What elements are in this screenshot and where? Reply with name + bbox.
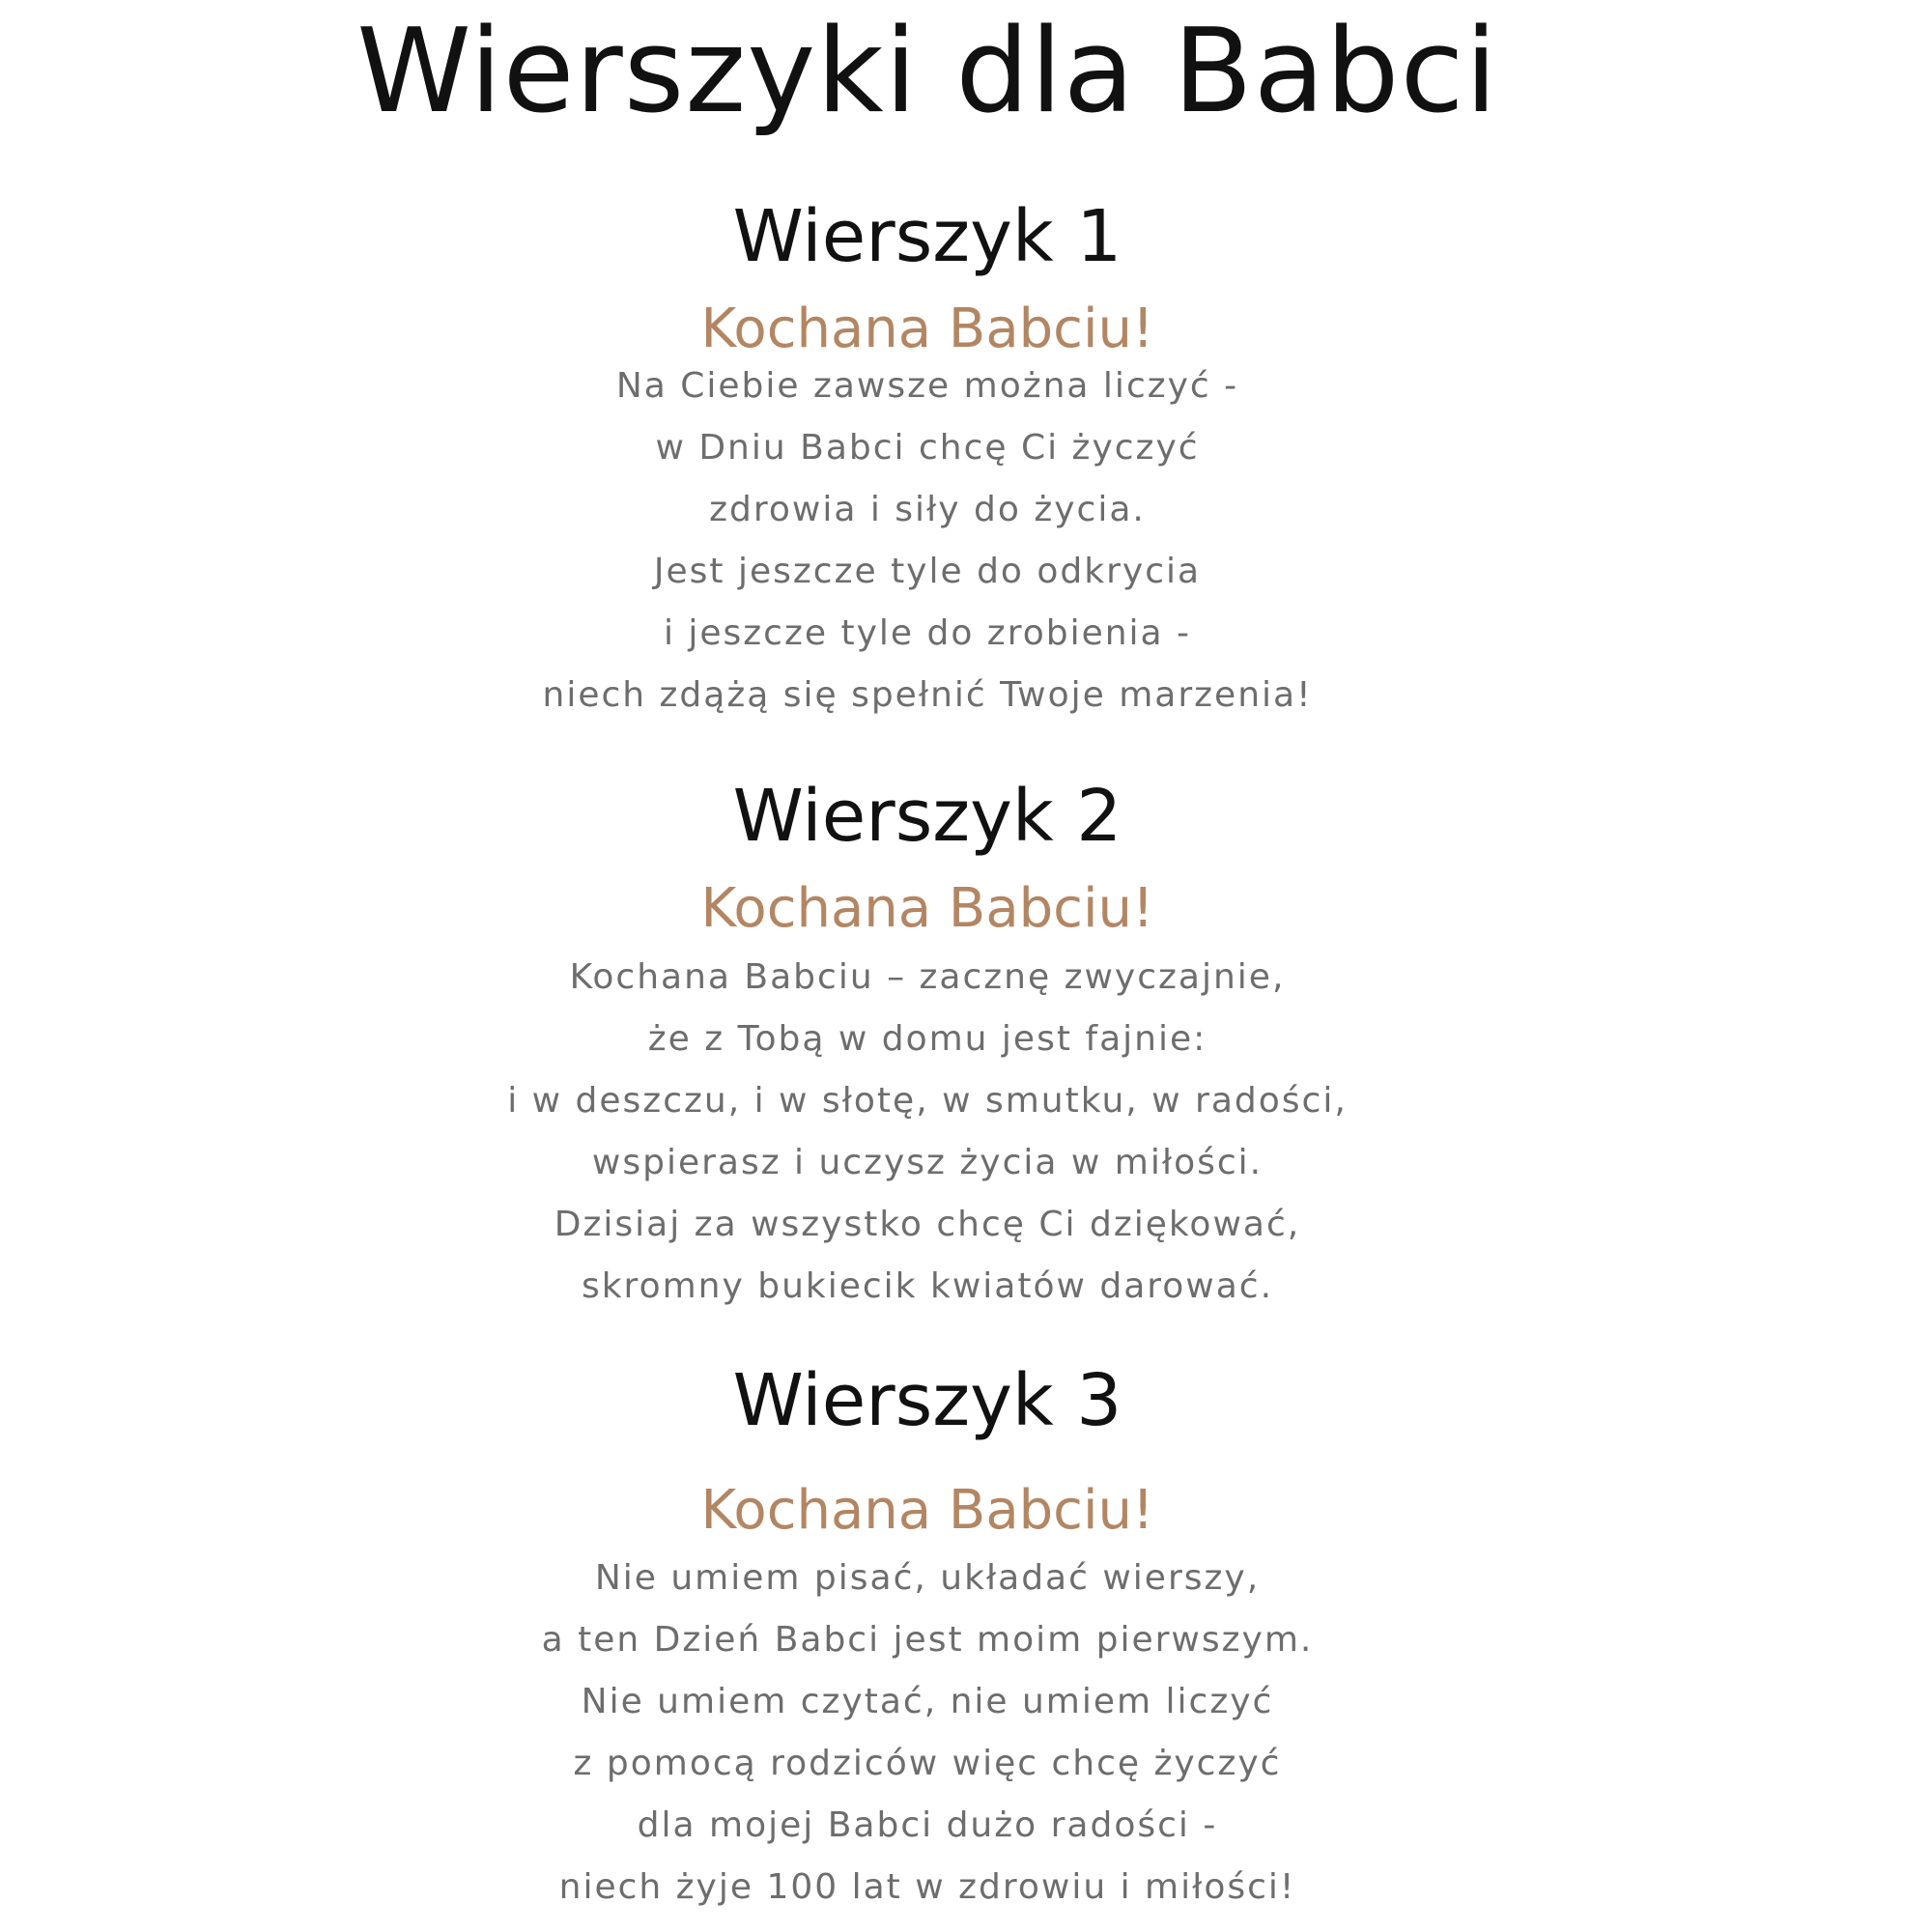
poem-heading: Wierszyk 2 [732,775,1122,858]
poem-salutation: Kochana Babciu! [700,877,1154,940]
poem-lines [0,355,1855,726]
poem-lines [0,947,1855,1318]
poem-line: wspierasz i uczysz życia w miłości. [591,1143,1264,1182]
poem-line: a ten Dzień Babci jest moim pierwszym. [541,1620,1314,1660]
poem-line: że z Tobą w domu jest fajnie: [647,1019,1208,1059]
poem-salutation: Kochana Babciu! [700,1479,1154,1542]
poem-line: zdrowia i siły do życia. [709,490,1146,529]
poem-line: skromny bukiecik kwiatów darować. [581,1266,1274,1306]
poem-line: niech zdążą się spełnić Twoje marzenia! [542,675,1313,715]
poem-line: Nie umiem czytać, nie umiem liczyć [581,1682,1274,1721]
poem-lines [0,1548,1855,1918]
poem-salutation: Kochana Babciu! [700,298,1154,360]
poem-line: z pomocą rodziców więc chcę życzyć [573,1744,1282,1783]
poem-heading: Wierszyk 3 [732,1359,1122,1442]
poem-line: i jeszcze tyle do zrobienia - [663,613,1192,653]
poem-line: w Dniu Babci chcę Ci życzyć [655,428,1200,468]
poem-line: dla mojej Babci dużo radości - [637,1805,1218,1845]
poem-line: Na Ciebie zawsze można liczyć - [615,366,1239,406]
poem-line: Kochana Babciu – zacznę zwyczajnie, [569,957,1286,997]
page-title: Wierszyki dla Babci [356,5,1498,139]
poem-heading: Wierszyk 1 [732,195,1122,278]
poem-line: i w deszczu, i w słotę, w smutku, w radości, [507,1081,1348,1121]
poem-line: niech żyje 100 lat w zdrowiu i miłości! [558,1867,1296,1907]
poem-line: Dzisiaj za wszystko chcę Ci dziękować, [554,1205,1301,1244]
poem-line: Nie umiem pisać, układać wierszy, [594,1558,1261,1598]
poem-line: Jest jeszcze tyle do odkrycia [653,552,1202,591]
